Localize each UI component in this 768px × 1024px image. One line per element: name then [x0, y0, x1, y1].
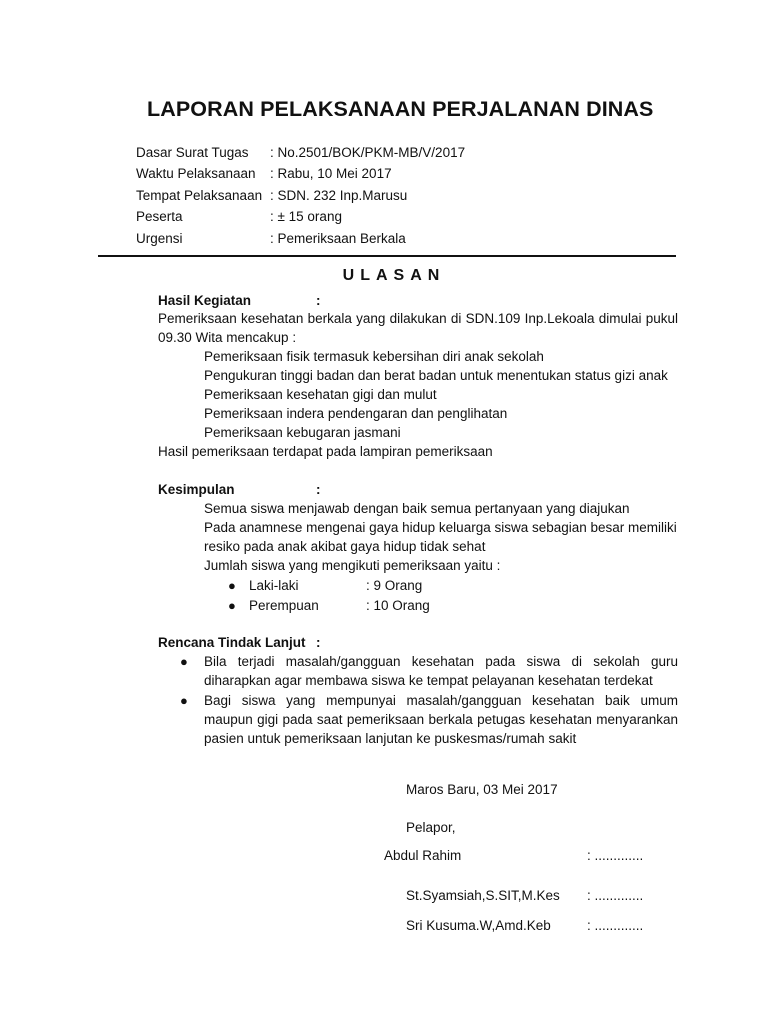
count-label-laki: Laki-laki	[249, 578, 299, 593]
rencana-item-2: Bagi siswa yang mempunyai masalah/gangguan kesehatan baik umum maupun gigi pada saat pemeriksaan berkala petugas kesehatan menyarankan pasien untuk pemeriksaan lanjutan ke puskesmas/rumah sakit	[204, 693, 678, 746]
bullet-icon: ●	[180, 654, 188, 669]
bullet-icon: ●	[180, 693, 188, 708]
document-title: LAPORAN PELAKSANAAN PERJALANAN DINAS	[147, 97, 654, 121]
signer-line-2: : .............	[587, 888, 644, 903]
signer-name-2: St.Syamsiah,S.SIT,M.Kes	[406, 888, 560, 903]
rencana-item-1: Bila terjadi masalah/gangguan kesehatan pada siswa di sekolah guru diharapkan agar membawa siswa ke tempat pelayanan kesehatan terdekat	[204, 654, 678, 688]
rencana-colon: :	[316, 635, 321, 650]
info-label-peserta: Peserta	[136, 209, 183, 224]
bullet-icon: ●	[228, 578, 236, 593]
hasil-item-4: Pemeriksaan indera pendengaran dan penglihatan	[204, 406, 508, 421]
info-value-waktu: : Rabu, 10 Mei 2017	[270, 166, 392, 181]
hasil-item-3: Pemeriksaan kesehatan gigi dan mulut	[204, 387, 437, 402]
hasil-item-2: Pengukuran tinggi badan dan berat badan untuk menentukan status gizi anak	[204, 368, 668, 383]
hasil-intro: Pemeriksaan kesehatan berkala yang dilakukan di SDN.109 Inp.Lekoala dimulai pukul 09.30 Wita mencakup :	[158, 311, 678, 345]
kesimpulan-line-1: Semua siswa menjawab dengan baik semua pertanyaan yang diajukan	[204, 501, 630, 516]
info-value-urgensi: : Pemeriksaan Berkala	[270, 231, 406, 246]
signer-line-1: : .............	[587, 848, 644, 863]
signer-name-3: Sri Kusuma.W,Amd.Keb	[406, 918, 551, 933]
info-value-peserta: : ± 15 orang	[270, 209, 342, 224]
section-title-ulasan: ULASAN	[342, 267, 446, 284]
hasil-item-1: Pemeriksaan fisik termasuk kebersihan diri anak sekolah	[204, 349, 544, 364]
count-label-perempuan: Perempuan	[249, 598, 319, 613]
reporter-label: Pelapor,	[406, 820, 456, 835]
hasil-item-5: Pemeriksaan kebugaran jasmani	[204, 425, 401, 440]
kesimpulan-line-2: Pada anamnese mengenai gaya hidup keluarga siswa sebagian besar memiliki resiko pada anak akibat gaya hidup tidak sehat	[204, 520, 677, 554]
count-value-laki: : 9 Orang	[366, 578, 423, 593]
section-divider	[98, 255, 676, 257]
info-value-dasar: : No.2501/BOK/PKM-MB/V/2017	[270, 145, 466, 160]
signer-name-1: Abdul Rahim	[384, 848, 462, 863]
info-label-waktu: Waktu Pelaksanaan	[136, 166, 256, 181]
place-date: Maros Baru, 03 Mei 2017	[406, 782, 558, 797]
rencana-heading: Rencana Tindak Lanjut	[158, 635, 306, 650]
count-value-perempuan: : 10 Orang	[366, 598, 430, 613]
kesimpulan-heading: Kesimpulan	[158, 482, 235, 497]
kesimpulan-colon: :	[316, 482, 321, 497]
hasil-heading: Hasil Kegiatan	[158, 293, 252, 308]
hasil-colon: :	[316, 293, 321, 308]
info-label-urgensi: Urgensi	[136, 231, 183, 246]
info-value-tempat: : SDN. 232 Inp.Marusu	[270, 188, 408, 203]
kesimpulan-line-3: Jumlah siswa yang mengikuti pemeriksaan yaitu :	[204, 558, 501, 573]
signer-line-3: : .............	[587, 918, 644, 933]
info-label-tempat: Tempat Pelaksanaan	[136, 188, 263, 203]
info-label-dasar: Dasar Surat Tugas	[136, 145, 249, 160]
hasil-closing: Hasil pemeriksaan terdapat pada lampiran pemeriksaan	[158, 444, 493, 459]
bullet-icon: ●	[228, 598, 236, 613]
